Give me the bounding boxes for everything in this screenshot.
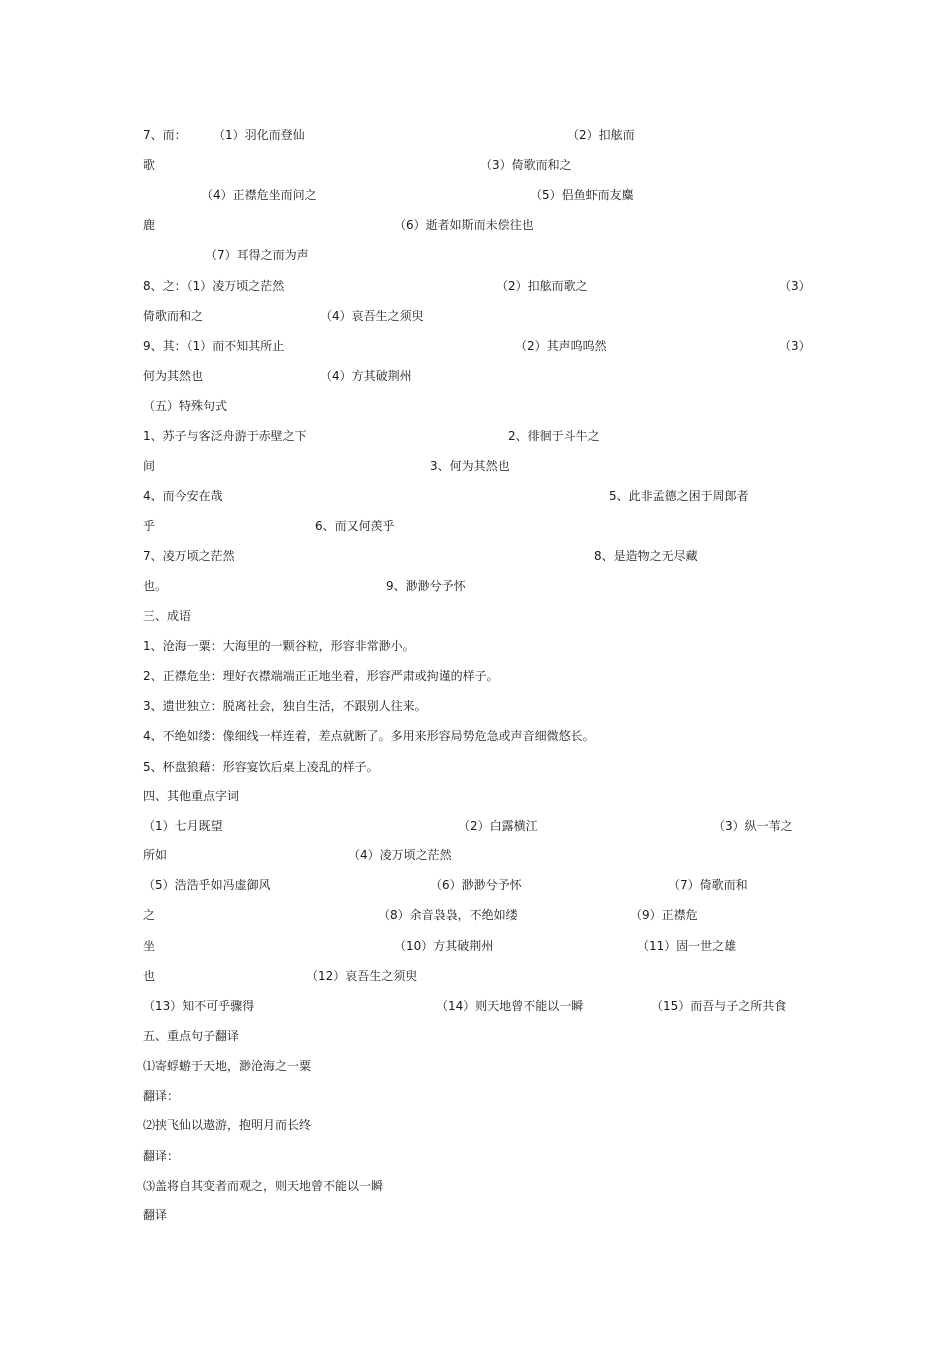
text-segment: 鹿 [143,218,156,232]
text-segment: （6）渺渺兮予怀 [430,878,522,892]
text-segment: （3）倚歌而和之 [480,158,572,172]
text-segment: 9、其：（1）而不知其所止 [143,339,285,353]
section-heading: 五、重点句子翻译 [143,1029,240,1043]
text-segment: 乎 [143,519,156,533]
text-segment: （5）浩浩乎如冯虚御风 [143,878,271,892]
idiom-entry: 1、沧海一粟：大海里的一颗谷粒，形容非常渺小。 [143,639,415,653]
text-segment: （11）固一世之雄 [637,939,737,953]
idiom-entry: 4、不绝如缕：像细线一样连着，差点就断了。多用来形容局势危急或声音细微悠长。 [143,729,595,743]
text-segment: （1）羽化而登仙 [213,128,305,142]
text-segment: （3） [779,339,811,353]
text-segment: 何为其然也 [143,369,204,383]
text-segment: （8）余音袅袅，不绝如缕 [378,908,518,922]
text-segment: （4）凌万顷之茫然 [348,848,452,862]
sentence-item: ⑵挟飞仙以遨游，抱明月而长终 [143,1118,312,1132]
section-heading: 三、成语 [143,609,192,623]
text-segment: （9）正襟危 [630,908,698,922]
translation-label: 翻译： [143,1149,180,1163]
translation-label: 翻译 [143,1208,168,1222]
text-segment: （14）则天地曾不能以一瞬 [436,999,584,1013]
text-segment: （13）知不可乎骤得 [143,999,255,1013]
text-segment: 倚歌而和之 [143,309,204,323]
text-segment: （2）扣舷而 [567,128,635,142]
text-segment: 也。 [143,579,168,593]
text-segment: 8、之：（1）凌万顷之茫然 [143,279,285,293]
text-segment: （12）哀吾生之须臾 [306,969,418,983]
text-segment: （7）耳得之而为声 [205,248,309,262]
text-segment: 所如 [143,848,168,862]
text-segment: （10）方其破荆州 [394,939,494,953]
translation-label: 翻译： [143,1089,180,1103]
text-segment: 之 [143,908,156,922]
text-segment: （15）而吾与子之所共食 [651,999,787,1013]
text-segment: 9、渺渺兮予怀 [386,579,466,593]
text-segment: 也 [143,969,156,983]
text-segment: 7、而： [143,128,187,142]
text-segment: 8、是造物之无尽藏 [594,549,698,563]
text-segment: 4、而今安在哉 [143,489,223,503]
section-heading: （五）特殊句式 [143,399,228,413]
idiom-entry: 3、遗世独立：脱离社会，独自生活，不跟别人往来。 [143,699,427,713]
text-segment: （5）侣鱼虾而友麋 [530,188,634,202]
text-segment: （4）方其破荆州 [320,369,412,383]
section-heading: 四、其他重点字词 [143,789,240,803]
text-segment: 间 [143,459,156,473]
text-segment: （2）其声呜呜然 [515,339,607,353]
text-segment: 7、凌万顷之茫然 [143,549,235,563]
text-segment: 5、此非孟德之困于周郎者 [609,489,749,503]
text-segment: 歌 [143,158,156,172]
text-segment: 3、何为其然也 [430,459,510,473]
text-segment: （2）扣舷而歌之 [496,279,588,293]
text-segment: 1、苏子与客泛舟游于赤壁之下 [143,429,307,443]
text-segment: 6、而又何羡乎 [315,519,395,533]
text-segment: （4）哀吾生之须臾 [320,309,424,323]
text-segment: （7）倚歌而和 [668,878,748,892]
sentence-item: ⑴寄蜉蝣于天地，渺沧海之一粟 [143,1059,312,1073]
sentence-item: ⑶盖将自其变者而观之，则天地曾不能以一瞬 [143,1179,384,1193]
text-segment: （4）正襟危坐而问之 [201,188,317,202]
text-segment: （1）七月既望 [143,819,223,833]
text-segment: （3） [779,279,811,293]
idiom-entry: 2、正襟危坐：理好衣襟端端正正地坐着，形容严肃或拘谨的样子。 [143,669,499,683]
text-segment: （3）纵一苇之 [713,819,793,833]
text-segment: （6）逝者如斯而未偿往也 [394,218,534,232]
text-segment: 2、徘徊于斗牛之 [508,429,600,443]
text-segment: （2）白露横江 [458,819,538,833]
idiom-entry: 5、杯盘狼藉：形容宴饮后桌上凌乱的样子。 [143,760,379,774]
text-segment: 坐 [143,939,156,953]
